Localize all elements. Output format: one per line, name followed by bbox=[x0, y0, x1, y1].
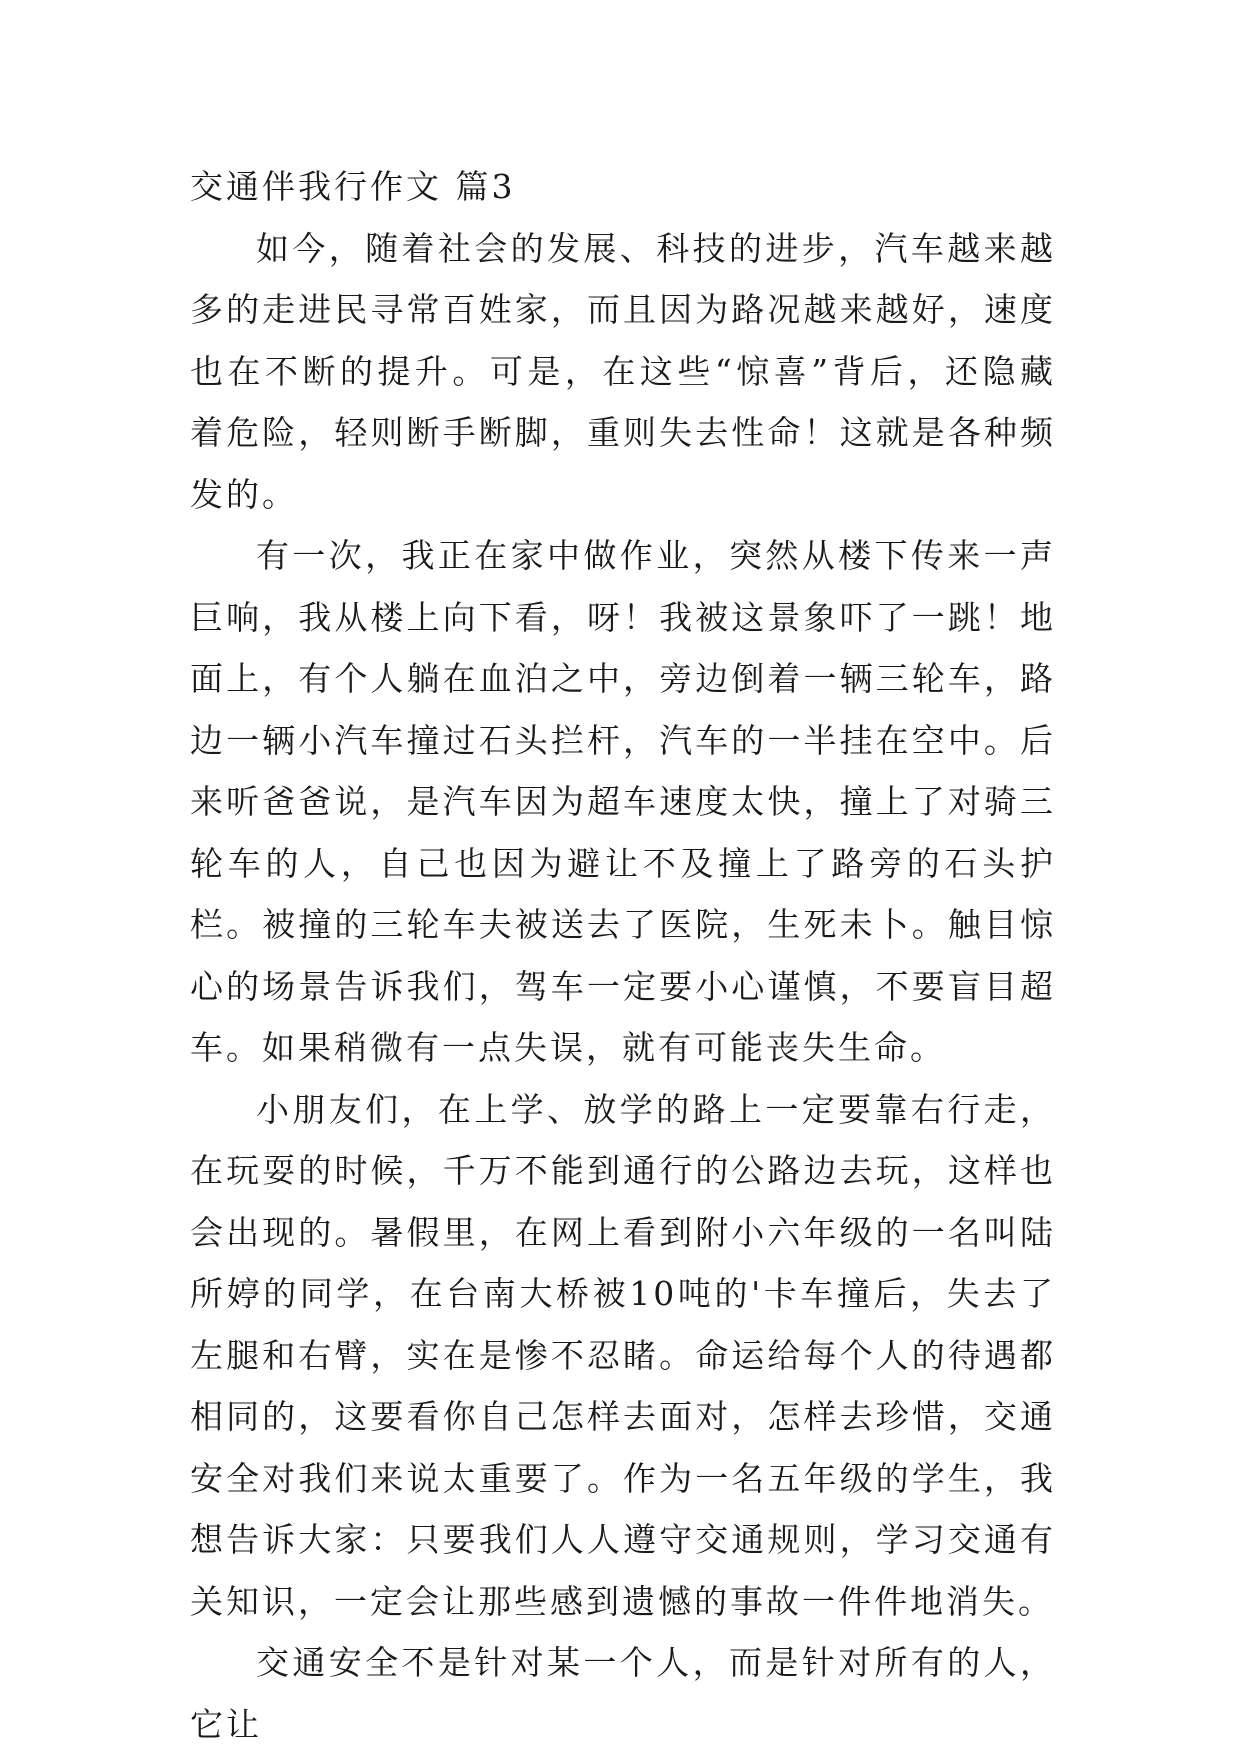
paragraph-4: 交通安全不是针对某一个人，而是针对所有的人，它让 bbox=[190, 1643, 1056, 1744]
paragraph-1: 如今，随着社会的发展、科技的进步，汽车越来越多的走进民寻常百姓家，而且因为路况越来越好，速度也在不断的提升。可是，在这些“惊喜”背后，还隐藏着危险，轻则断手断脚，重则失去性命！这就是各种频发的。 bbox=[190, 228, 1056, 514]
paragraph-3: 小朋友们，在上学、放学的路上一定要靠右行走，在玩耍的时候，千万不能到通行的公路边去玩，这样也会出现的。暑假里，在网上看到附小六年级的一名叫陆所婷的同学，在台南大桥被10吨的'卡车撞后，失去了左腿和右臂，实在是惨不忍睹。命运给每个人的待遇都相同的，这要看你自己怎样去面对，怎样去珍惜，交通安全对我们来说太重要了。作为一名五年级的学生，我想告诉大家：只要我们人人遵守交通规则，学习交通有关知识，一定会让那些感到遗憾的事故一件件地消失。 bbox=[190, 1089, 1056, 1621]
document-title: 交通伴我行作文 篇3 bbox=[190, 167, 516, 206]
paragraph-2: 有一次，我正在家中做作业，突然从楼下传来一声巨响，我从楼上向下看，呀！我被这景象吓了一跳！地面上，有个人躺在血泊之中，旁边倒着一辆三轮车，路边一辆小汽车撞过石头拦杆，汽车的一半挂在空中。后来听爸爸说，是汽车因为超车速度太快，撞上了对骑三轮车的人，自己也因为避让不及撞上了路旁的石头护栏。被撞的三轮车夫被送去了医院，生死未卜。触目惊心的场景告诉我们，驾车一定要小心谨慎，不要盲目超车。如果稍微有一点失误，就有可能丧失生命。 bbox=[190, 536, 1056, 1067]
document-body bbox=[190, 156, 1056, 1755]
